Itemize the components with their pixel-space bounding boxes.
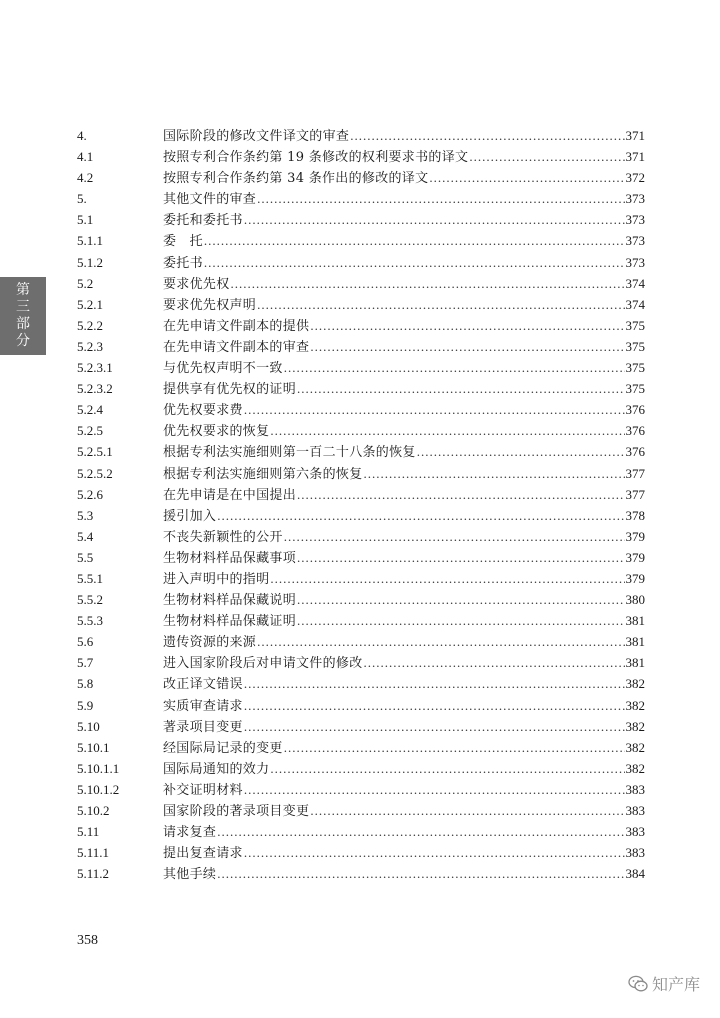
toc-section-title: 援引加入 [163, 508, 217, 524]
toc-leader-dots [257, 634, 624, 650]
toc-row [77, 209, 645, 230]
toc-page-number: 375 [625, 381, 645, 397]
toc-page-number: 382 [625, 718, 645, 734]
toc-leader-dots [310, 318, 624, 334]
toc-section-number: 5.10 [77, 718, 100, 734]
toc-row [77, 568, 645, 589]
toc-page-number: 373 [625, 191, 645, 207]
toc-row [77, 779, 645, 800]
toc-section-title: 遗传资源的来源 [163, 635, 257, 651]
toc-row [77, 420, 645, 441]
toc-row [77, 842, 645, 863]
toc-page-number: 373 [625, 212, 645, 228]
toc-section-title: 进入声明中的指明 [163, 571, 270, 587]
toc-section-number: 5. [77, 191, 87, 207]
toc-leader-dots [469, 149, 624, 165]
toc-section-number: 5.3 [77, 507, 94, 523]
toc-section-number: 5.1 [77, 212, 94, 228]
toc-row [77, 526, 645, 547]
toc-leader-dots [350, 128, 624, 144]
side-tab-char: 三 [16, 299, 30, 315]
toc-section-title: 委托书 [163, 255, 203, 271]
toc-section-number: 5.2.3.1 [77, 360, 113, 376]
toc-section-title: 实质审查请求 [163, 698, 243, 714]
toc-row [77, 610, 645, 631]
watermark-text: 知产库 [651, 975, 700, 994]
toc-page-number: 376 [625, 423, 645, 439]
toc-row [77, 631, 645, 652]
toc-page-number: 375 [625, 317, 645, 333]
toc-section-title: 优先权要求的恢复 [163, 424, 270, 440]
side-tab-char: 分 [16, 333, 30, 349]
wechat-icon [628, 975, 648, 993]
toc-page-number: 371 [625, 128, 645, 143]
toc-section-title: 请求复查 [163, 825, 217, 841]
toc-page-number: 375 [625, 360, 645, 376]
toc-leader-dots [364, 655, 625, 671]
toc-section-number: 4.2 [77, 170, 94, 186]
toc-section-title: 改正译文错误 [163, 677, 243, 693]
toc-row [77, 336, 645, 357]
toc-page-number: 373 [625, 233, 645, 249]
toc-section-number: 5.10.1.2 [77, 781, 120, 797]
toc-page-number: 379 [625, 549, 645, 565]
toc-section-number: 5.2.3 [77, 338, 103, 354]
toc-section-number: 5.7 [77, 655, 94, 671]
toc-section-number: 5.2.1 [77, 296, 103, 312]
toc-leader-dots [297, 613, 624, 629]
page-number: 358 [77, 933, 98, 948]
toc-page-number: 377 [625, 465, 645, 481]
toc-section-title: 不丧失新颖性的公开 [163, 529, 283, 545]
toc-row [77, 673, 645, 694]
toc-row [77, 463, 645, 484]
toc-section-number: 5.2.4 [77, 402, 103, 418]
toc-section-number: 5.2.6 [77, 486, 103, 502]
toc-section-number: 5.2.5.1 [77, 444, 113, 460]
toc-section-title: 优先权要求费 [163, 403, 243, 419]
toc-page-number: 373 [625, 254, 645, 270]
toc-leader-dots [244, 676, 625, 692]
toc-section-title: 经国际局记录的变更 [163, 740, 283, 756]
toc-leader-dots [217, 508, 624, 524]
toc-row [77, 716, 645, 737]
toc-leader-dots [204, 233, 625, 249]
toc-page-number: 382 [625, 739, 645, 755]
toc-leader-dots [284, 360, 625, 376]
toc-section-title: 在先申请文件副本的审查 [163, 339, 310, 355]
toc-section-title: 委托和委托书 [163, 213, 243, 229]
toc-row [77, 484, 645, 505]
toc-section-title: 生物材料样品保藏证明 [163, 614, 297, 630]
toc-leader-dots [297, 487, 624, 503]
toc-page-number: 372 [625, 170, 645, 186]
toc-page-number: 381 [625, 655, 645, 671]
toc-section-number: 4. [77, 128, 87, 143]
toc-section-number: 5.10.1 [77, 739, 110, 755]
toc-section-title: 在先申请是在中国提出 [163, 487, 297, 503]
toc-leader-dots [244, 719, 625, 735]
toc-row [77, 188, 645, 209]
toc-section-title: 要求优先权声明 [163, 297, 257, 313]
toc-section-title: 根据专利法实施细则第一百二十八条的恢复 [163, 445, 416, 461]
toc-row [77, 294, 645, 315]
toc-row [77, 505, 645, 526]
toc-section-number: 5.5.3 [77, 613, 103, 629]
toc-row [77, 146, 645, 167]
toc-section-number: 5.5.2 [77, 592, 103, 608]
toc-page-number: 383 [625, 781, 645, 797]
toc-leader-dots [270, 571, 624, 587]
toc-row [77, 758, 645, 779]
watermark [628, 972, 700, 995]
toc-page-number: 380 [625, 592, 645, 608]
toc-page-number: 374 [625, 275, 645, 291]
toc-leader-dots [244, 782, 625, 798]
toc-leader-dots [244, 402, 625, 418]
toc-row [77, 378, 645, 399]
toc-section-title: 按照专利合作条约第 19 条修改的权利要求书的译文 [163, 150, 469, 166]
toc-row [77, 589, 645, 610]
toc-row [77, 441, 645, 462]
toc-section-title: 在先申请文件副本的提供 [163, 318, 310, 334]
toc-row [77, 800, 645, 821]
toc-section-number: 5.1.2 [77, 254, 103, 270]
toc-leader-dots [217, 866, 624, 882]
toc-page-number: 379 [625, 570, 645, 586]
toc-page-number: 382 [625, 676, 645, 692]
toc-leader-dots [297, 592, 624, 608]
toc-section-number: 4.1 [77, 149, 94, 165]
toc-section-title: 根据专利法实施细则第六条的恢复 [163, 466, 363, 482]
toc-page-number: 382 [625, 760, 645, 776]
toc-leader-dots [364, 466, 625, 482]
toc-leader-dots [244, 845, 625, 861]
toc-leader-dots [297, 550, 624, 566]
toc-section-title: 按照专利合作条约第 34 条作出的修改的译文 [163, 171, 429, 187]
toc-page-number: 377 [625, 486, 645, 502]
toc-page-number: 384 [625, 866, 645, 882]
toc-section-title: 其他手续 [163, 867, 217, 883]
toc-section-title: 提供享有优先权的证明 [163, 382, 297, 398]
toc-section-title: 生物材料样品保藏事项 [163, 550, 297, 566]
toc-section-number: 5.10.2 [77, 803, 110, 818]
toc-leader-dots [270, 423, 624, 439]
toc-row [77, 252, 645, 273]
toc-row [77, 273, 645, 294]
toc-section-number: 5.4 [77, 528, 94, 544]
toc-section-number: 5.5.1 [77, 570, 103, 586]
toc-page-number: 374 [625, 296, 645, 312]
toc-section-number: 5.2 [77, 275, 94, 291]
toc-page-number: 383 [625, 803, 645, 818]
toc-section-number: 5.11.2 [77, 866, 110, 882]
table-of-contents [77, 125, 645, 884]
toc-section-title: 提出复查请求 [163, 846, 243, 862]
toc-section-number: 5.2.2 [77, 317, 103, 333]
toc-section-number: 5.11.1 [77, 845, 110, 861]
toc-row [77, 399, 645, 420]
toc-section-number: 5.1.1 [77, 233, 103, 249]
toc-section-title: 著录项目变更 [163, 719, 243, 735]
toc-page-number: 381 [625, 613, 645, 629]
toc-row [77, 547, 645, 568]
toc-leader-dots [284, 529, 625, 545]
toc-row [77, 315, 645, 336]
toc-section-title: 国际局通知的效力 [163, 761, 270, 777]
toc-leader-dots [204, 255, 625, 271]
toc-row [77, 125, 645, 146]
toc-page-number: 378 [625, 507, 645, 523]
toc-page-number: 375 [625, 338, 645, 354]
toc-section-number: 5.6 [77, 634, 94, 650]
toc-row [77, 695, 645, 716]
toc-section-number: 5.8 [77, 676, 94, 692]
toc-leader-dots [244, 698, 625, 714]
toc-page-number: 382 [625, 697, 645, 713]
toc-row [77, 863, 645, 884]
section-side-tab [0, 277, 46, 355]
toc-row [77, 167, 645, 188]
toc-leader-dots [270, 761, 624, 777]
toc-leader-dots [297, 381, 624, 397]
toc-section-title: 委 托 [163, 234, 203, 250]
toc-leader-dots [231, 276, 625, 292]
toc-leader-dots [257, 191, 624, 207]
toc-page-number: 371 [625, 149, 645, 165]
toc-row [77, 357, 645, 378]
toc-page-number: 376 [625, 444, 645, 460]
toc-page-number: 379 [625, 528, 645, 544]
side-tab-char: 部 [16, 316, 30, 332]
toc-section-title: 要求优先权 [163, 276, 230, 292]
toc-row [77, 230, 645, 251]
toc-section-number: 5.9 [77, 697, 94, 713]
toc-section-number: 5.2.5.2 [77, 465, 113, 481]
toc-section-title: 国家阶段的著录项目变更 [163, 804, 310, 819]
toc-leader-dots [310, 803, 624, 819]
toc-section-number: 5.11 [77, 824, 100, 840]
toc-section-title: 进入国家阶段后对申请文件的修改 [163, 656, 363, 672]
toc-row [77, 821, 645, 842]
toc-section-title: 国际阶段的修改文件译文的审查 [163, 129, 350, 144]
side-tab-char: 第 [16, 282, 30, 298]
toc-section-number: 5.2.3.2 [77, 381, 113, 397]
toc-section-title: 其他文件的审查 [163, 192, 257, 208]
toc-leader-dots [310, 339, 624, 355]
toc-page-number: 376 [625, 402, 645, 418]
toc-leader-dots [284, 740, 625, 756]
toc-row [77, 652, 645, 673]
toc-section-title: 生物材料样品保藏说明 [163, 593, 297, 609]
toc-section-number: 5.10.1.1 [77, 760, 120, 776]
toc-page-number: 383 [625, 845, 645, 861]
toc-row [77, 737, 645, 758]
toc-leader-dots [429, 170, 624, 186]
toc-section-title: 与优先权声明不一致 [163, 361, 283, 377]
toc-page-number: 381 [625, 634, 645, 650]
toc-section-title: 补交证明材料 [163, 782, 243, 798]
toc-leader-dots [217, 824, 624, 840]
toc-leader-dots [257, 297, 624, 313]
toc-page-number: 383 [625, 824, 645, 840]
toc-leader-dots [244, 212, 625, 228]
toc-section-number: 5.5 [77, 549, 94, 565]
toc-leader-dots [417, 444, 625, 460]
toc-section-number: 5.2.5 [77, 423, 103, 439]
